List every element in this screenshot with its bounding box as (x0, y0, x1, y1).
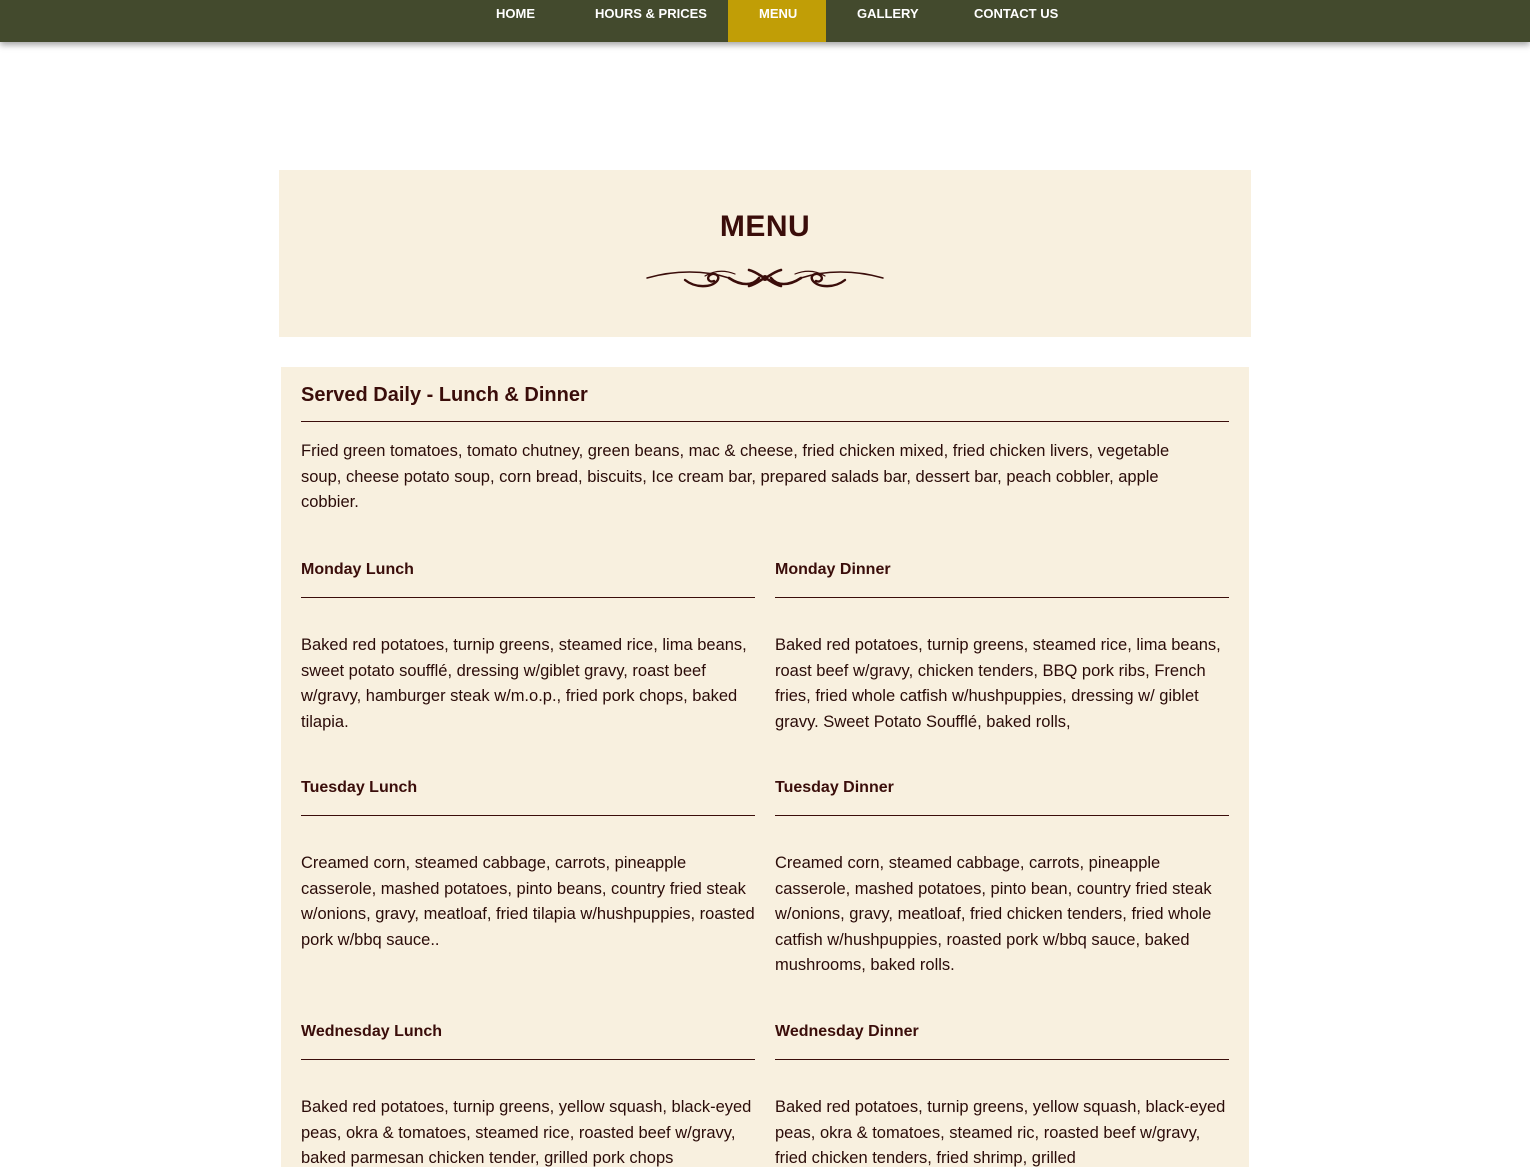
monday-dinner-title: Monday Dinner (775, 561, 891, 578)
served-daily-text: Fried green tomatoes, tomato chutney, green beans, mac & cheese, fried chicken mixed, fried chicken livers, vegetable soup, cheese potato soup, corn bread, biscuits, Ice cream bar, prepared salads bar, dessert bar, peach cobbler, apple cobbier. (301, 442, 1170, 511)
section-divider (775, 1059, 1229, 1060)
nav-item-gallery[interactable]: GALLERY (857, 6, 919, 21)
page-heading-panel (279, 170, 1251, 337)
section-divider (301, 597, 755, 598)
wednesday-lunch-title: Wednesday Lunch (301, 1023, 443, 1040)
wednesday-dinner-text: Baked red potatoes, turnip greens, yellow squash, black-eyed peas, okra & tomatoes, steamed ric, roasted beef w/gravy, fried chicken tenders, fried shrimp, grilled (775, 1098, 1226, 1167)
section-divider (301, 1059, 755, 1060)
tuesday-dinner-text: Creamed corn, steamed cabbage, carrots, pineapple casserole, mashed potatoes, pinto bean, country fried steak w/onions, gravy, meatloaf, fried chicken tenders, fried whole catfish w/hushpuppies, roasted pork w/bbq sauce, baked mushrooms, baked rolls. (775, 854, 1212, 974)
tuesday-dinner-title: Tuesday Dinner (775, 779, 894, 796)
nav-item-menu[interactable]: MENU (728, 0, 826, 42)
page-title: MENU (719, 210, 811, 243)
served-daily-title: Served Daily - Lunch & Dinner (301, 384, 588, 406)
monday-lunch-title: Monday Lunch (301, 561, 414, 578)
scroll-divider-icon (645, 266, 885, 290)
monday-lunch-text: Baked red potatoes, turnip greens, steamed rice, lima beans, sweet potato soufflé, dressing w/giblet gravy, roast beef w/gravy, hamburger steak w/m.o.p., fried pork chops, baked tilapia. (301, 636, 747, 731)
section-divider (775, 815, 1229, 816)
section-divider (775, 597, 1229, 598)
tuesday-lunch-text: Creamed corn, steamed cabbage, carrots, pineapple casserole, mashed potatoes, pinto beans, country fried steak w/onions, gravy, meatloaf, fried tilapia w/hushpuppies, roasted pork w/bbq sauce.. (301, 854, 755, 949)
wednesday-dinner-title: Wednesday Dinner (775, 1023, 919, 1040)
wednesday-lunch-text: Baked red potatoes, turnip greens, yellow squash, black-eyed peas, okra & tomatoes, steamed rice, roasted beef w/gravy, baked parmesan chicken tender, grilled pork chops (301, 1098, 752, 1167)
nav-item-contact-us[interactable]: CONTACT US (974, 6, 1059, 21)
nav-item-home[interactable]: HOME (496, 6, 535, 21)
tuesday-lunch-title: Tuesday Lunch (301, 779, 418, 796)
menu-content-panel (281, 367, 1249, 1167)
monday-dinner-text: Baked red potatoes, turnip greens, steamed rice, lima beans, roast beef w/gravy, chicken tenders, BBQ pork ribs, French fries, fried whole catfish w/hushpuppies, dressing w/ giblet gravy. Sweet Potato Soufflé, baked rolls, (775, 636, 1221, 731)
top-navigation-bar (0, 0, 1530, 42)
section-divider (301, 421, 1229, 422)
section-divider (301, 815, 755, 816)
nav-item-hours-prices[interactable]: HOURS & PRICES (595, 6, 707, 21)
